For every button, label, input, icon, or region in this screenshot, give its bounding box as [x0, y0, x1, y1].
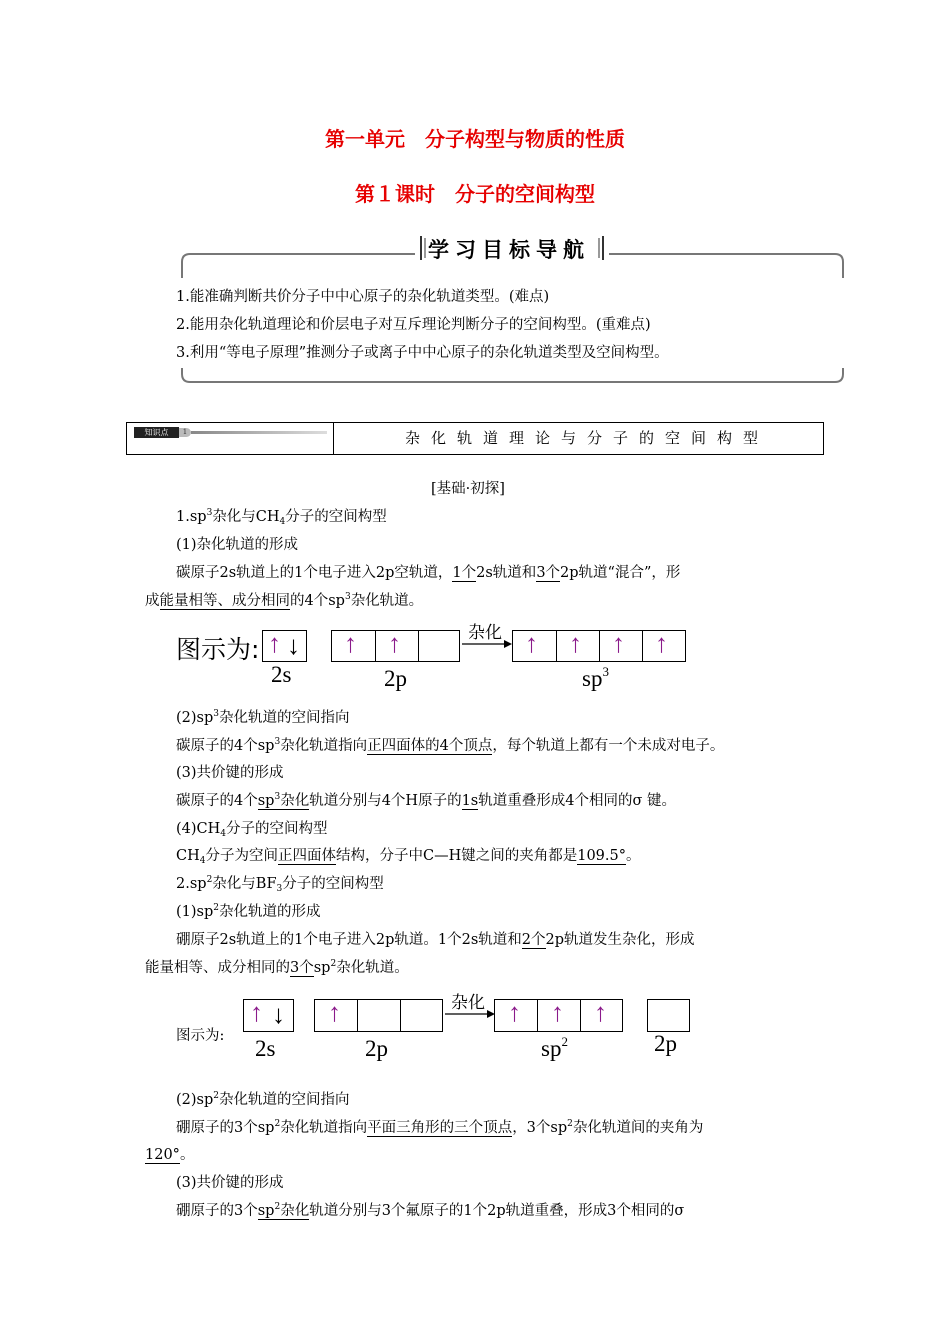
electron-up-arrow: ↑: [508, 998, 521, 1027]
sec2-sub3: (3)共价键的形成: [176, 1175, 284, 1191]
sec2-sub2: $(2)sp^2$杂化轨道的空间指向: [176, 1091, 350, 1108]
diagram2-label-2s: 2s: [255, 1036, 276, 1061]
knowledge-point-bar: [191, 431, 327, 434]
electron-up-arrow: ↑: [268, 629, 281, 658]
diagram1-label-2s: 2s: [271, 662, 292, 687]
diagram1-2p-box: [331, 630, 460, 662]
sec2-para3: 硼原子的3个$sp^2$杂化轨道指向平面三角形的三个顶点，3个$sp^2$杂化轨道间的夹角为: [176, 1119, 704, 1136]
objectives-banner: 学习目标导航: [428, 238, 590, 262]
unit-title: 第一单元 分子构型与物质的性质: [325, 127, 625, 151]
sec1-sub4: $(4)CH_4$分子的空间构型: [176, 821, 328, 839]
diagram2-2p-box: [314, 999, 443, 1032]
diagram1-sp3-box: [512, 630, 686, 662]
diagram2-label-2p-unhybridized: 2p: [654, 1031, 677, 1056]
electron-up-arrow: ↑: [388, 629, 401, 658]
knowledge-point-header: [126, 422, 824, 455]
electron-up-arrow: ↑: [612, 629, 625, 658]
knowledge-point-number: 1: [179, 428, 191, 437]
diagram1-arrow-label: 杂化: [468, 623, 502, 643]
electron-up-arrow: ↑: [525, 629, 538, 658]
objective-1: 1.能准确判断共价分子中中心原子的杂化轨道类型。(难点): [176, 289, 550, 305]
diagram2-arrow-label: 杂化: [451, 993, 485, 1013]
sec2-sub1: $(1)sp^2$杂化轨道的形成: [176, 903, 321, 920]
objective-3: 3.利用“等电子原理”推测分子或离子中中心原子的杂化轨道类型及空间构型。: [176, 345, 669, 361]
electron-up-arrow: ↑: [655, 629, 668, 658]
lesson-title: 第１课时 分子的空间构型: [355, 182, 595, 206]
electron-up-arrow: ↑: [551, 998, 564, 1027]
diagram2-label-sp2: $sp^2$: [541, 1034, 568, 1061]
diagram1-label-2p: 2p: [384, 666, 407, 691]
sec2-para2: 能量相等、成分相同的3个$sp^2$杂化轨道。: [145, 959, 409, 976]
electron-up-arrow: ↑: [594, 998, 607, 1027]
sec2-para4: 120°。: [145, 1147, 195, 1163]
sec2-heading: $2.sp^2$杂化与$BF_3$分子的空间构型: [176, 875, 384, 894]
knowledge-point-title: 杂化轨道理论与分子的空间构型: [405, 429, 770, 447]
sec1-para3: 碳原子的4个$sp^3$杂化轨道指向正四面体的4个顶点，每个轨道上都有一个未成对电子。: [176, 737, 725, 754]
sec1-sub2: $(2)sp^3$杂化轨道的空间指向: [176, 709, 350, 726]
diagram1-caption: 图示为:: [176, 635, 260, 664]
electron-up-arrow: ↑: [328, 998, 341, 1027]
electron-up-arrow: ↑: [250, 998, 263, 1027]
electron-down-arrow: ↓: [287, 631, 300, 660]
diagram1-hybridize-arrow: [460, 638, 514, 650]
diagram2-2s-box: [243, 999, 294, 1032]
sec1-sub1: (1)杂化轨道的形成: [176, 537, 299, 553]
sec1-heading: $1.sp^3$杂化与$CH_4$分子的空间构型: [176, 508, 387, 527]
sec2-para5: 硼原子的3个$sp^2$杂化轨道分别与3个氟原子的1个2p轨道重叠，形成3个相同的σ: [176, 1202, 685, 1219]
diagram1-2s-box: [262, 630, 307, 662]
sec1-para4: 碳原子的4个$sp^3$杂化轨道分别与4个H原子的1s轨道重叠形成4个相同的σ 键。: [176, 792, 676, 809]
electron-up-arrow: ↑: [344, 629, 357, 658]
sec1-para2: 成能量相等、成分相同的4个$sp^3$杂化轨道。: [145, 592, 424, 609]
knowledge-point-tag-cell: [127, 423, 334, 454]
diagram2-caption: 图示为:: [176, 1028, 225, 1044]
diagram1-label-sp3: $sp^3$: [582, 664, 609, 691]
electron-up-arrow: ↑: [569, 629, 582, 658]
diagram2-empty-2p-box: [647, 999, 690, 1032]
sec1-para5: $CH_4$分子为空间正四面体结构，分子中C—H键之间的夹角都是109.5°。: [176, 848, 641, 866]
sec1-para1: 碳原子2s轨道上的1个电子进入2p空轨道，1个2s轨道和3个2p轨道“混合”，形: [176, 565, 681, 581]
knowledge-point-tag: 知识点: [134, 427, 179, 438]
sec1-sub3: (3)共价键的形成: [176, 765, 284, 781]
diagram2-label-2p: 2p: [365, 1036, 388, 1061]
electron-down-arrow: ↓: [272, 1000, 285, 1029]
diagram2-hybridize-arrow: [443, 1008, 497, 1020]
objective-2: 2.能用杂化轨道理论和价层电子对互斥理论判断分子的空间构型。(重难点): [176, 317, 651, 333]
sec2-para1: 硼原子2s轨道上的1个电子进入2p轨道。1个2s轨道和2个2p轨道发生杂化，形成: [176, 932, 695, 948]
diagram2-sp2-box: [494, 999, 623, 1032]
basics-label: [基础·初探]: [431, 481, 505, 497]
